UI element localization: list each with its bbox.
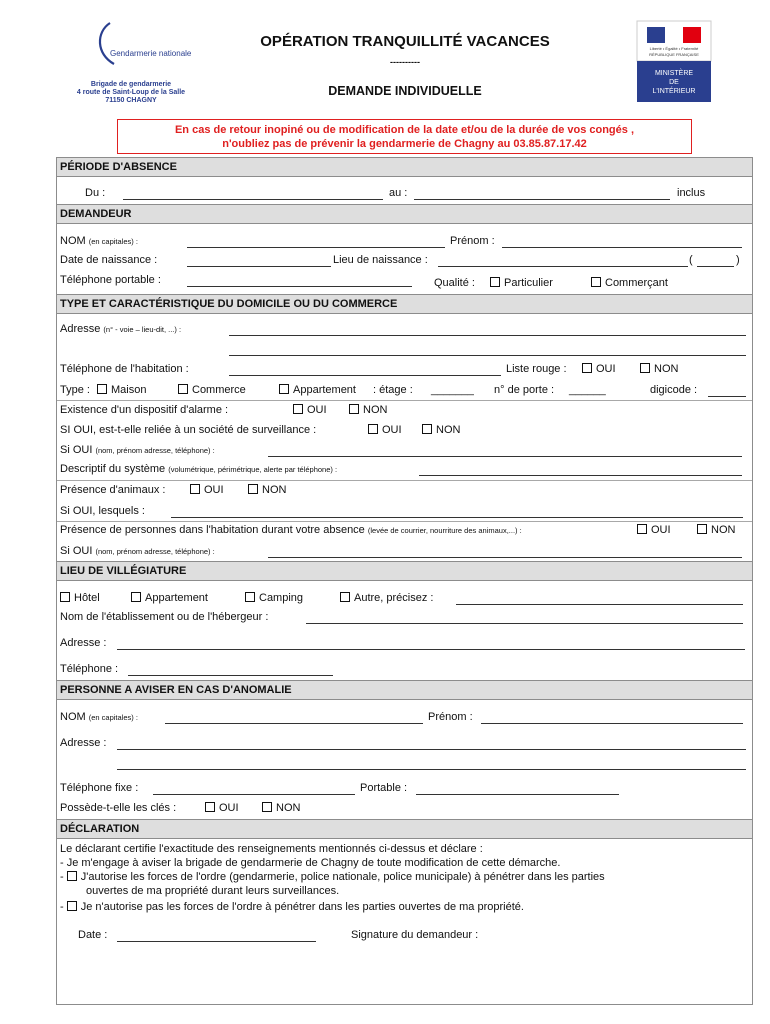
descriptif-text: Descriptif du système xyxy=(60,463,166,475)
inclus-label: inclus xyxy=(677,187,706,199)
warning-line-2: n'oubliez pas de prévenir la gendarmerie de Chagny au 03.85.87.17.42 xyxy=(222,138,587,150)
descriptif-field[interactable] xyxy=(419,475,742,476)
republique-francaise-logo xyxy=(637,21,711,102)
du-label: Du : xyxy=(85,187,106,199)
date-field[interactable] xyxy=(117,941,316,942)
signature-area[interactable] xyxy=(351,945,741,1000)
personne-nom-label xyxy=(60,711,138,724)
appartement-checkbox[interactable] xyxy=(131,592,141,602)
surveillance-non[interactable] xyxy=(422,424,460,437)
etablissement-label: Nom de l'établissement ou de l'hébergeur : xyxy=(60,611,269,623)
type-maison-checkbox[interactable] xyxy=(97,384,107,394)
date-naissance-label: Date de naissance : xyxy=(60,254,158,266)
personnes-oui-label: OUI xyxy=(651,524,671,536)
descriptif-hint: (volumétrique, périmétrique, alerte par téléphone) : xyxy=(168,465,338,474)
surveillance-label: SI OUI, est-t-elle reliée à un société de surveillance : xyxy=(60,424,317,436)
camping-label: Camping xyxy=(259,592,304,604)
au-field[interactable] xyxy=(414,199,670,200)
nom-hint: (en capitales) : xyxy=(88,237,138,246)
personne-prenom-field[interactable] xyxy=(481,723,743,724)
commercant-checkbox[interactable] xyxy=(591,277,601,287)
animaux-non[interactable] xyxy=(248,484,286,497)
lieu-naissance-field[interactable] xyxy=(438,266,688,267)
brigade-city: 71150 CHAGNY xyxy=(105,97,157,104)
alarme-non[interactable] xyxy=(349,404,387,417)
camping-option[interactable] xyxy=(245,592,303,605)
porte-field[interactable]: ______ xyxy=(569,384,606,396)
personne-portable-field[interactable] xyxy=(416,794,619,795)
du-field[interactable] xyxy=(123,199,383,200)
villegiature-adresse-field[interactable] xyxy=(117,649,745,650)
brigade-name: Brigade de gendarmerie xyxy=(90,81,172,88)
type-maison-label: Maison xyxy=(111,384,147,396)
alarme-oui[interactable] xyxy=(293,404,327,417)
appartement-option[interactable] xyxy=(131,592,208,605)
cles-oui-checkbox[interactable] xyxy=(205,802,215,812)
animaux-non-label: NON xyxy=(262,484,287,496)
cles-non-checkbox[interactable] xyxy=(262,802,272,812)
tel-fixe-label: Téléphone fixe : xyxy=(60,782,139,794)
nom-label xyxy=(60,235,138,248)
hotel-option[interactable] xyxy=(60,592,100,605)
surveillance-oui-checkbox[interactable] xyxy=(368,424,378,434)
personnes-non[interactable] xyxy=(697,524,735,537)
personne-portable-label: Portable : xyxy=(360,782,408,794)
declaration-autorise-cont: ouvertes de ma propriété durant leurs surveillances. xyxy=(86,885,340,897)
refuse-checkbox[interactable] xyxy=(67,901,77,911)
page-subtitle: DEMANDE INDIVIDUELLE xyxy=(328,84,482,98)
warning-box xyxy=(117,119,692,154)
brigade-address xyxy=(56,81,206,105)
au-label: au : xyxy=(389,187,408,199)
rf-interieur: L'INTÉRIEUR xyxy=(652,88,696,95)
date-label: Date : xyxy=(78,929,108,941)
etablissement-field[interactable] xyxy=(306,623,743,624)
rf-name: RÉPUBLIQUE FRANÇAISE xyxy=(649,52,699,57)
tel-fixe-field[interactable] xyxy=(153,794,355,795)
si-oui-surveillance-field[interactable] xyxy=(268,456,742,457)
autre-field[interactable] xyxy=(456,604,743,605)
autre-label: Autre, précisez : xyxy=(354,592,434,604)
type-appartement-option[interactable] xyxy=(279,384,356,397)
animaux-oui-checkbox[interactable] xyxy=(190,484,200,494)
hotel-checkbox[interactable] xyxy=(60,592,70,602)
camping-checkbox[interactable] xyxy=(245,592,255,602)
alarme-label: Existence d'un dispositif d'alarme : xyxy=(60,404,229,416)
declaration-engagement: - Je m'engage à aviser la brigade de gendarmerie de Chagny de toute modification de cette démarche. xyxy=(60,857,561,869)
si-oui-hint-2: (nom, prénom adresse, téléphone) : xyxy=(95,547,215,556)
declaration-refuse xyxy=(60,901,524,914)
si-oui-personnes-field[interactable] xyxy=(268,557,742,558)
tel-habitation-field[interactable] xyxy=(229,375,501,376)
personnes-text: Présence de personnes dans l'habitation durant votre absence xyxy=(60,524,365,536)
descriptif-label xyxy=(60,463,337,476)
liste-rouge-oui-checkbox[interactable] xyxy=(582,363,592,373)
type-commerce-checkbox[interactable] xyxy=(178,384,188,394)
si-oui-text-2: Si OUI xyxy=(60,545,93,557)
signature-label: Signature du demandeur : xyxy=(351,929,479,941)
personne-nom-field[interactable] xyxy=(165,723,423,724)
declaration-intro: Le déclarant certifie l'exactitude des renseignements mentionnés ci-dessus et déclare : xyxy=(60,843,483,855)
hotel-label: Hôtel xyxy=(74,592,100,604)
personnes-oui[interactable] xyxy=(637,524,671,537)
autorise-checkbox[interactable] xyxy=(67,871,77,881)
animaux-non-checkbox[interactable] xyxy=(248,484,258,494)
type-appartement-label: Appartement xyxy=(293,384,356,396)
surveillance-oui-label: OUI xyxy=(382,424,402,436)
appartement-label: Appartement xyxy=(145,592,208,604)
cles-label: Possède-t-elle les clés : xyxy=(60,802,177,814)
animaux-oui[interactable] xyxy=(190,484,224,497)
alarme-oui-label: OUI xyxy=(307,404,327,416)
si-oui-personnes-label xyxy=(60,545,215,558)
personne-prenom-label: Prénom : xyxy=(428,711,473,723)
etage-field[interactable]: _______ xyxy=(431,384,474,396)
dash: - xyxy=(60,901,64,913)
rf-motto: Liberté • Égalité • Fraternité xyxy=(649,46,699,51)
declaration-autorise xyxy=(60,871,605,884)
particulier-label: Particulier xyxy=(504,277,553,289)
divider xyxy=(57,400,752,401)
alarme-oui-checkbox[interactable] xyxy=(293,404,303,414)
tel-habitation-label: Téléphone de l'habitation : xyxy=(60,363,189,375)
nom-label-text: NOM xyxy=(60,235,86,247)
personne-adresse-field-1[interactable] xyxy=(117,749,746,750)
type-appartement-checkbox[interactable] xyxy=(279,384,289,394)
surveillance-non-label: NON xyxy=(436,424,461,436)
warning-line-1: En cas de retour inopiné ou de modification de la date et/ou de la durée de vos congés , xyxy=(174,124,635,136)
etage-label: : étage : xyxy=(373,384,413,396)
animaux-oui-label: OUI xyxy=(204,484,224,496)
gendarmerie-logo-text: Gendarmerie nationale xyxy=(110,49,192,58)
adresse-field-1[interactable] xyxy=(229,335,746,336)
personne-nom-hint: (en capitales) : xyxy=(88,713,138,722)
rf-ministere: MINISTÈRE xyxy=(654,70,694,77)
brigade-street: 4 route de Saint-Loup de la Salle xyxy=(76,89,186,96)
cles-non[interactable] xyxy=(262,802,300,815)
type-label: Type : xyxy=(60,384,90,396)
liste-rouge-non[interactable] xyxy=(640,363,678,376)
prenom-label: Prénom : xyxy=(450,235,495,247)
refuse-text: Je n'autorise pas les forces de l'ordre à pénétrer dans les parties ouvertes de ma propriété. xyxy=(80,901,524,913)
title-separator: ---------- xyxy=(390,57,420,67)
lieu-naissance-label: Lieu de naissance : xyxy=(333,254,428,266)
personnes-hint: (levée de courrier, nourriture des animaux,...) : xyxy=(367,526,522,535)
personnes-label xyxy=(60,524,522,537)
qualite-label: Qualité : xyxy=(434,277,475,289)
liste-rouge-oui-label: OUI xyxy=(596,363,616,375)
cles-oui-label: OUI xyxy=(219,802,239,814)
date-naissance-field[interactable] xyxy=(187,266,331,267)
divider xyxy=(57,480,752,481)
particulier-option[interactable] xyxy=(490,277,553,290)
section-villegiature: LIEU DE VILLÉGIATURE xyxy=(57,561,752,581)
section-declaration: DÉCLARATION xyxy=(57,819,752,839)
animaux-label: Présence d'animaux : xyxy=(60,484,166,496)
tel-portable-label: Téléphone portable : xyxy=(60,274,161,286)
liste-rouge-label: Liste rouge : xyxy=(506,363,567,375)
adresse-label-text: Adresse xyxy=(60,323,101,335)
personnes-non-label: NON xyxy=(711,524,736,536)
commercant-option[interactable] xyxy=(591,277,668,290)
paren-open: ( xyxy=(689,254,693,266)
rf-de: DE xyxy=(669,79,679,86)
personnes-oui-checkbox[interactable] xyxy=(637,524,647,534)
villegiature-telephone-label: Téléphone : xyxy=(60,663,119,675)
section-demandeur: DEMANDEUR xyxy=(57,204,752,224)
villegiature-adresse-label: Adresse : xyxy=(60,637,107,649)
tel-portable-field[interactable] xyxy=(187,286,412,287)
autorise-text: J'autorise les forces de l'ordre (gendarmerie, police nationale, police municipale) à pénétrer dans les parties xyxy=(80,871,605,883)
type-commerce-label: Commerce xyxy=(192,384,246,396)
page-title: OPÉRATION TRANQUILLITÉ VACANCES xyxy=(260,33,550,50)
commercant-label: Commerçant xyxy=(605,277,668,289)
liste-rouge-oui[interactable] xyxy=(582,363,616,376)
surveillance-oui[interactable] xyxy=(368,424,402,437)
dash: - xyxy=(60,871,64,883)
alarme-non-label: NON xyxy=(363,404,388,416)
gendarmerie-logo xyxy=(92,20,192,70)
type-maison-option[interactable] xyxy=(97,384,146,397)
section-domicile: TYPE ET CARACTÉRISTIQUE DU DOMICILE OU DU COMMERCE xyxy=(57,294,752,314)
nom-field[interactable] xyxy=(187,247,445,248)
liste-rouge-non-checkbox[interactable] xyxy=(640,363,650,373)
particulier-checkbox[interactable] xyxy=(490,277,500,287)
personne-adresse-field-2[interactable] xyxy=(117,769,746,770)
adresse-label xyxy=(60,323,181,336)
alarme-non-checkbox[interactable] xyxy=(349,404,359,414)
lesquels-field[interactable] xyxy=(171,517,743,518)
liste-rouge-non-label: NON xyxy=(654,363,679,375)
si-oui-hint: (nom, prénom adresse, téléphone) : xyxy=(95,446,215,455)
lesquels-label: Si OUI, lesquels : xyxy=(60,505,145,517)
adresse-hint: (n° - voie – lieu-dit, ...) : xyxy=(103,325,182,334)
cles-oui[interactable] xyxy=(205,802,239,815)
villegiature-telephone-field[interactable] xyxy=(128,675,333,676)
section-personne: PERSONNE A AVISER EN CAS D'ANOMALIE xyxy=(57,680,752,700)
si-oui-text: Si OUI xyxy=(60,444,93,456)
section-periode: PÉRIODE D'ABSENCE xyxy=(57,157,752,177)
digicode-field[interactable] xyxy=(708,396,746,397)
porte-label: n° de porte : xyxy=(494,384,555,396)
si-oui-surveillance-label xyxy=(60,444,215,457)
personnes-non-checkbox[interactable] xyxy=(697,524,707,534)
autre-option[interactable] xyxy=(340,592,433,605)
departement-field[interactable] xyxy=(697,266,734,267)
autre-checkbox[interactable] xyxy=(340,592,350,602)
personne-adresse-label: Adresse : xyxy=(60,737,107,749)
prenom-field[interactable] xyxy=(502,247,742,248)
cles-non-label: NON xyxy=(276,802,301,814)
paren-close: ) xyxy=(736,254,740,266)
personne-nom-text: NOM xyxy=(60,711,86,723)
surveillance-non-checkbox[interactable] xyxy=(422,424,432,434)
divider xyxy=(57,521,752,522)
type-commerce-option[interactable] xyxy=(178,384,246,397)
adresse-field-2[interactable] xyxy=(229,355,746,356)
digicode-label: digicode : xyxy=(650,384,698,396)
